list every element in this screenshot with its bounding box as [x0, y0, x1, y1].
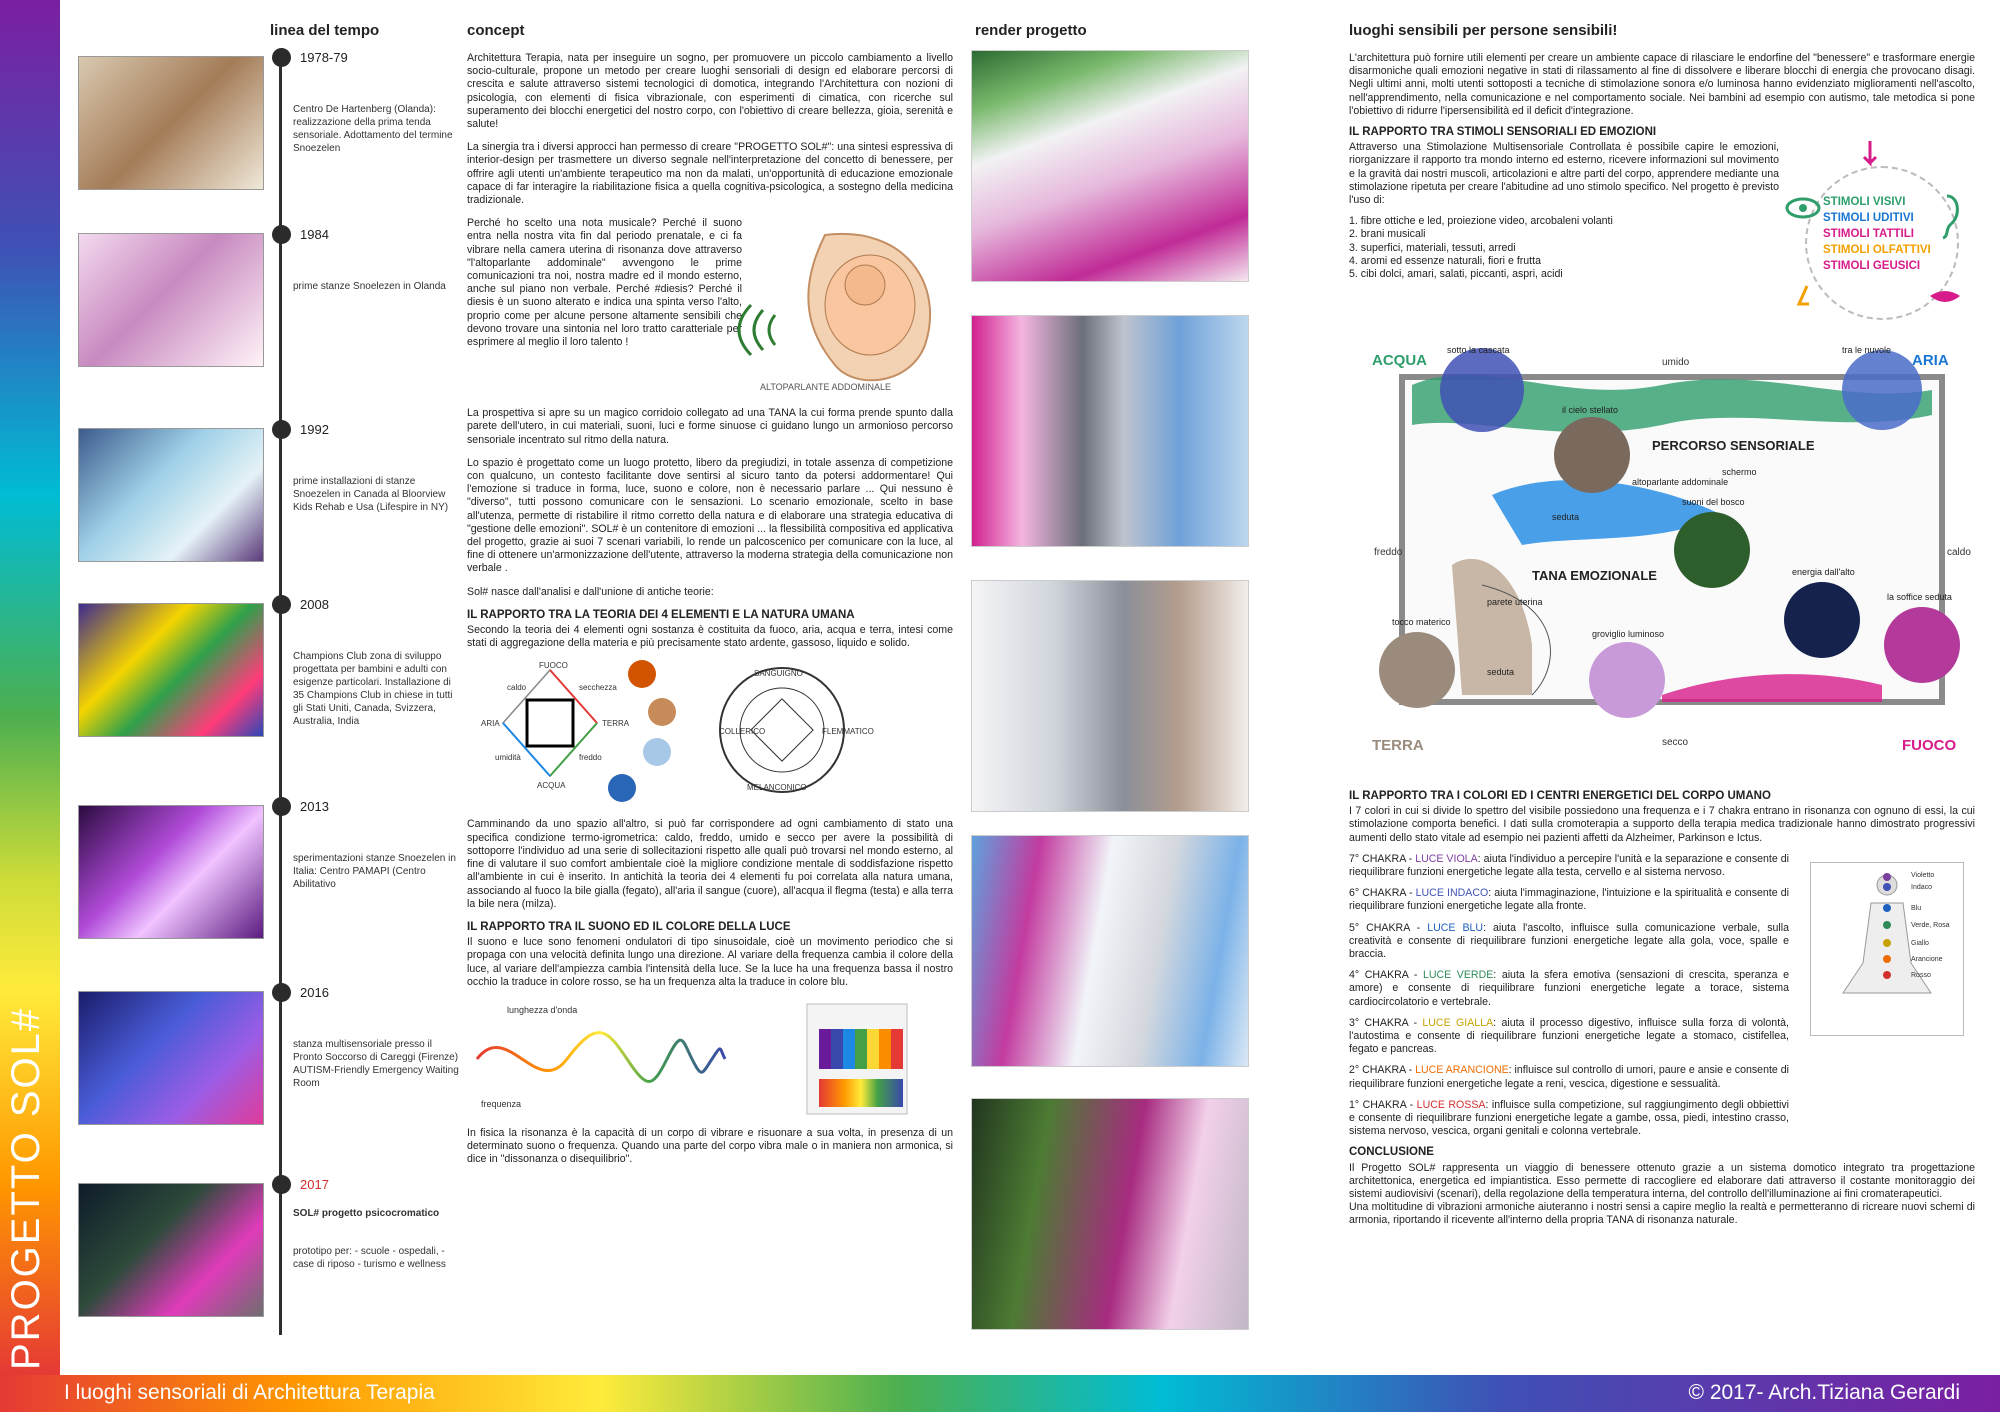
- timeline-text: stanza multisensoriale presso il Pronto Soccorso di Careggi (Firenze) AUTISM-Friendly Emergency Waiting Room: [293, 1039, 459, 1089]
- timeline-photo: [78, 56, 264, 190]
- timeline-year: 1984: [300, 227, 329, 242]
- seduta-circle: [1884, 607, 1960, 683]
- timeline-year: 2016: [300, 985, 329, 1000]
- chakra-label-violetto: Violetto: [1911, 872, 1935, 879]
- chakra-label-verde: Verde, Rosa: [1911, 922, 1950, 929]
- uterus-illustration: [755, 225, 950, 395]
- label-altoparlante: altoparlante addominale: [1632, 477, 1729, 487]
- heading-chakra: IL RAPPORTO TRA I COLORI ED I CENTRI ENERGETICI DEL CORPO UMANO: [1349, 790, 1771, 802]
- timeline-line: [279, 55, 282, 1335]
- el-aria: ARIA: [481, 719, 500, 729]
- chakra-item: [1349, 1017, 1789, 1057]
- plan-aria: ARIA: [1912, 352, 1949, 369]
- chakra-description: : aiuta l'immaginazione, l'intuizione e la spiritualità e consente di riequilibrare funzioni energetiche legate alla fronte.: [1349, 887, 1789, 913]
- label-tocco: tocco materico: [1392, 617, 1451, 627]
- chakra-label-arancione: Arancione: [1911, 956, 1943, 963]
- stimulus-visivi: STIMOLI VISIVI: [1823, 196, 1906, 208]
- concept-resonance: In fisica la risonanza è la capacità di un corpo di vibrare e risuonare a sua volta, in presenza di un determinato suono o frequenza. Quando una parte del corpo vibra male o in maniera non armonica, si dice in "dissonanza o disequilibrio".: [467, 1126, 953, 1166]
- label-bosco: suoni del bosco: [1682, 497, 1745, 507]
- heading-sound-light: IL RAPPORTO TRA IL SUONO ED IL COLORE DELLA LUCE: [467, 920, 791, 933]
- timeline-photo: [78, 805, 264, 939]
- poster-title: [4, 1310, 49, 1370]
- concept-corridor: La prospettiva si apre su un magico corridoio collegato ad una TANA la cui forma prende spunto dalla parete dell'utero, in cui materiali, suoni, luci e forme sinuose ci guidano lungo un armonioso percorso sensoriale incentrato sul ritmo della natura.: [467, 407, 953, 446]
- stimuli-list-item: 3. superfici, materiali, tessuti, arredi: [1349, 241, 1516, 254]
- el-freddo: freddo: [579, 753, 602, 763]
- chakra-color: LUCE GIALLA: [1422, 1016, 1494, 1029]
- chakra-description: : influisce sulla competizione, sul raggiungimento degli obbiettivi e consente di riequilibrare funzioni energetiche legate a gambe, ossa, piedi, intestino crasso, sistema nervoso, vescica, organi genitali e colonna vertebrale.: [1349, 1098, 1789, 1138]
- chakra-intro: I 7 colori in cui si divide lo spettro del visibile possiedono una frequenza e i 7 chakra entrano in risonanza con ognuno di essi, la cui stimolazione comporta benefici. I dati sulla cromoterapia a supporto della terapia medica tradizionale hanno dimostrato progressivi aumenti dello stato vitale ad esempio nei pazienti affetti da Alzheimer, Parkinson e Ictus.: [1349, 805, 1975, 844]
- wheel-collerico: COLLERICO: [719, 727, 766, 737]
- timeline-year: 2017: [300, 1177, 329, 1192]
- timeline-photo: [78, 428, 264, 562]
- plan-percorso: PERCORSO SENSORIALE: [1652, 438, 1815, 453]
- concept-theories: Sol# nasce dall'analisi e dall'unione di antiche teorie:: [467, 585, 714, 598]
- stimuli-text: Attraverso una Stimolazione Multisensoriale Controllata è possibile capire le emozioni, riorganizzare il rapporto tra mondo interno ed esterno, ricevere informazioni sul movimento e la gravità dai nostri muscoli, articolazioni e altre parti del corpo, apprendere mediante una stimolazione ripetuta per creare l'abitudine ad uno stimolo specifico. Nel progetto è previsto l'uso di:: [1349, 141, 1779, 207]
- timeline-dot: [272, 983, 291, 1002]
- timeline-text: SOL# progetto psicocromatico: [293, 1208, 440, 1219]
- chakra-color: LUCE ARANCIONE: [1415, 1064, 1509, 1077]
- plan-acqua: ACQUA: [1372, 352, 1427, 369]
- wave-frequency-label: frequenza: [481, 1098, 522, 1109]
- timeline-year: 2008: [300, 597, 329, 612]
- stimulus-uditivi: STIMOLI UDITIVI: [1823, 212, 1914, 224]
- timeline-dot: [272, 595, 291, 614]
- footer-title: I luoghi sensoriali di Architettura Terapia: [64, 1381, 435, 1404]
- plan-umido: umido: [1662, 357, 1690, 368]
- label-seduta-soffice: la soffice seduta: [1887, 592, 1952, 602]
- concept-sol: La sinergia tra i diversi approcci han permesso di creare "PROGETTO SOL#": una sintesi espressiva di interior-design per trasmettere un diverso segnale nell'interpretazione del concetto di benessere, per offrire agli utenti un'ambiente terapeutico ma non da malati, un'opportunità di educazione emozionale capace di far interagire la riabilitazione fisica a quella cognitiva-psicologica, a sostegno della medicina tradizionale.: [467, 141, 953, 207]
- wheel-sanguigno: SANGUIGNO: [754, 669, 803, 679]
- wheel-melanconico: MELANCONICO: [747, 783, 807, 793]
- render-image-1: [971, 50, 1249, 282]
- el-secchezza: secchezza: [579, 683, 617, 693]
- render-image-5: [971, 1098, 1249, 1330]
- chakra-item: [1349, 887, 1789, 913]
- chakra-label-indaco: Indaco: [1911, 884, 1933, 891]
- sensitive-intro: L'architettura può fornire utili elementi per creare un ambiente capace di rilasciare le endorfine del "benessere" e trasformare energie disarmoniche quali emozioni negative in stati di rilassamento al fine di dissolvere e liberare blocchi di energia che provocano disagi. Negli ultimi anni, molti utenti sottoposti a tecniche di stimolazione sonora e/o luminosa hanno evidenziato miglioramenti nell'ascolto, nell'apprendimento, nella comunicazione e nel comportamento sociale. Nei bambini ad esempio con autismo, tale metodica si pone l'obiettivo di ridurre l'ipersensibilità ed il deficit d'integrazione.: [1349, 52, 1975, 117]
- timeline-text: prime installazioni di stanze Snoezelen in Canada al Bloorview Kids Rehab e Usa (Lifespire in NY): [293, 476, 449, 513]
- header-sensitive: luoghi sensibili per persone sensibili!: [1349, 22, 1618, 39]
- chakra-color: LUCE INDACO: [1415, 887, 1489, 900]
- timeline-photo: [78, 233, 264, 367]
- stimulus-tattili: STIMOLI TATTILI: [1823, 228, 1914, 240]
- chakra-color: LUCE ROSSA: [1416, 1098, 1486, 1111]
- timeline-dot: [272, 225, 291, 244]
- sensory-floor-plan: [1362, 345, 1971, 762]
- ear-icon: [1943, 196, 1957, 238]
- header-concept: concept: [467, 22, 525, 39]
- timeline-photo: [78, 991, 264, 1125]
- timeline-dot: [272, 48, 291, 67]
- cielo-circle: [1554, 417, 1630, 493]
- chakra-label-blu: Blu: [1911, 905, 1922, 912]
- chakra-number: 6° CHAKRA -: [1349, 887, 1416, 900]
- plan-tana: TANA EMOZIONALE: [1532, 568, 1657, 583]
- air-icon: [643, 738, 671, 766]
- header-render: render progetto: [975, 22, 1087, 39]
- el-acqua: ACQUA: [537, 781, 566, 791]
- concept-note: Perché ho scelto una nota musicale? Perché il suono entra nella nostra vita fin dal periodo prenatale, e ci fa vibrare nella camera uterina di risonanza dove attraverso "l'altoparlante addominale" avvengono le prime comunicazioni tra noi, nostra madre ed il mondo esterno, anche sul piano non verbale. Perché #diesis? Perché il diesis è un suono alterato e indica una spinta verso l'alto, proprio come per alcune persone altamente sensibili che devono trovare una sintonia nel loro tratto caratteriale per esprimere al meglio il loro talento !: [467, 217, 742, 349]
- groviglio-circle: [1589, 642, 1665, 718]
- tocco-circle: [1379, 632, 1455, 708]
- render-image-4: [971, 835, 1249, 1067]
- chakra-number: 2° CHAKRA -: [1349, 1064, 1416, 1077]
- chakra-description: : aiuta l'ascolto, influisce sulla comunicazione verbale, sulla creatività e consente di riequilibrare funzioni energetiche legate alla gola, voce, spalle e braccia.: [1349, 921, 1789, 961]
- timeline-text: prime stanze Snoelezen in Olanda: [293, 281, 446, 292]
- nose-icon: [1799, 286, 1809, 304]
- label-seduta-1: seduta: [1552, 512, 1580, 522]
- heading-conclusion: CONCLUSIONE: [1349, 1146, 1434, 1159]
- heading-stimuli: IL RAPPORTO TRA STIMOLI SENSORIALI ED EMOZIONI: [1349, 126, 1657, 139]
- stimuli-list-item: 4. aromi ed essenze naturali, fiori e frutta: [1349, 254, 1541, 267]
- chakra-number: 3° CHAKRA -: [1349, 1016, 1423, 1029]
- label-seduta-2: seduta: [1487, 667, 1515, 677]
- timeline-photo: [78, 603, 264, 737]
- chakra-label-rosso: Rosso: [1911, 972, 1931, 979]
- uterus-caption: ALTOPARLANTE ADDOMINALE: [760, 382, 892, 393]
- header-timeline: linea del tempo: [270, 22, 380, 39]
- nuvole-circle: [1842, 350, 1922, 430]
- timeline-text: Champions Club zona di sviluppo progettata per bambini e adulti con esigenze particolari. Installazione di 35 Champions Club in chiese in tutti gli Stati Uniti, Canada, Svizzera, Australia, India: [293, 651, 453, 727]
- elements-diagram: [467, 660, 953, 810]
- chakra-description: : aiuta la sfera emotiva (sensazioni di crescita, speranza e amore) e consente di riequilibrare funzioni energetiche legate a torace, sistema cardiocircolatorio e vertebrale.: [1349, 969, 1790, 1008]
- timeline-photo: [78, 1183, 264, 1317]
- conclusion-p1: Il Progetto SOL# rappresenta un viaggio di benessere ottenuto grazie a un sistema domotico integrato tra progettazione architettonica, energetica ed impiantistica. Esso permette di raccogliere ed elaborare dati attraverso il costante monitoraggio dei sistemi audiovisivi (scenari), della regolazione della temperatura interna, del controllo dell'illuminazione ai fini cromaterapeutici.: [1349, 1161, 1975, 1201]
- label-schermo: schermo: [1722, 467, 1757, 477]
- chakra-color: LUCE BLU: [1427, 921, 1484, 934]
- label-alto: energia dall'alto: [1792, 567, 1855, 577]
- bosco-circle: [1674, 512, 1750, 588]
- timeline-text: sperimentazioni stanze Snoezelen in Italia: Centro PAMAPI (Centro Abilitativo: [293, 853, 456, 890]
- plan-caldo: caldo: [1947, 547, 1971, 558]
- stimuli-list-item: 1. fibre ottiche e led, proiezione video, arcobaleni volanti: [1349, 215, 1613, 228]
- concept-sound: Il suono e luce sono fenomeni ondulatori di tipo sinusoidale, cioè un movimento periodico che si propaga con una velocità definita lungo una direzione. Al variare della frequenza cambia il colore della luce, al variare dell'ampiezza cambia l'intensità della luce. Se la luce ha una frequenza bassa il nostro occhio la traduce in colore rosso, se ha un frequenza alta la traduce in colore blu.: [467, 936, 953, 988]
- prenatal-block: [467, 217, 953, 407]
- stimulus-olfattivi: STIMOLI OLFATTIVI: [1823, 244, 1931, 256]
- stimulus-geusici: STIMOLI GEUSICI: [1823, 260, 1921, 272]
- label-cielo: il cielo stellato: [1562, 405, 1619, 415]
- chakra-color: LUCE VIOLA: [1415, 852, 1478, 865]
- el-umidita: umidità: [495, 753, 521, 763]
- stimuli-list-item: 2. brani musicali: [1349, 228, 1426, 241]
- hand-icon: [1864, 141, 1876, 163]
- plan-fuoco: FUOCO: [1902, 737, 1957, 754]
- chakra-item: [1349, 922, 1789, 962]
- timeline-year: 2013: [300, 799, 329, 814]
- rainbow-footer: [0, 1375, 2000, 1412]
- plan-freddo: freddo: [1374, 547, 1403, 558]
- el-caldo: caldo: [507, 683, 527, 693]
- el-fuoco: FUOCO: [539, 661, 568, 671]
- el-terra: TERRA: [602, 719, 630, 729]
- stimuli-list-item: 5. cibi dolci, amari, salati, piccanti, aspri, acidi: [1349, 268, 1563, 281]
- timeline-year: 1978-79: [300, 50, 348, 65]
- label-parete: parete uterina: [1487, 597, 1543, 607]
- wave-length-label: lunghezza d'onda: [507, 1004, 578, 1015]
- chakra-description: : influisce sul controllo di umori, paure e ansie e consente di riequilibrare funzioni energetiche legate a reni, vescica, digestione e sessualità.: [1349, 1064, 1789, 1090]
- water-icon: [608, 774, 636, 802]
- chakra-figure: [1810, 862, 1964, 1036]
- cascata-circle: [1440, 348, 1524, 432]
- timeline-dot: [272, 1175, 291, 1194]
- chakra-item: [1349, 1064, 1789, 1090]
- stimuli-graphic: [1785, 136, 1970, 341]
- concept-elements: Secondo la teoria dei 4 elementi ogni sostanza è costituita da fuoco, aria, acqua e terra, intesi come stati di aggregazione della materia e più precisamente stato ardente, gassoso, liquido e solido.: [467, 624, 953, 650]
- footer-copyright: © 2017- Arch.Tiziana Gerardi: [1688, 1381, 1960, 1404]
- plan-terra: TERRA: [1372, 737, 1424, 754]
- lips-icon: [1930, 291, 1960, 302]
- chakra-number: 4° CHAKRA -: [1349, 969, 1423, 982]
- chakra-number: 7° CHAKRA -: [1349, 852, 1416, 865]
- conclusion-p2: Una moltitudine di vibrazioni armoniche aiuteranno i nostri sensi a capire meglio la realtà e permetteranno di ricreare nuovi schemi di armonia, riportando il ricevente all'interno della propria TANA di risonanza naturale.: [1349, 1201, 1975, 1227]
- render-image-2: [971, 315, 1249, 547]
- chakra-description: : aiuta l'individuo a percepire l'unità e la separazione e consente di riequilibrare funzioni energetiche legate alla testa, cervello e al sistema nervoso.: [1349, 852, 1789, 879]
- timeline-year: 1992: [300, 422, 329, 437]
- label-groviglio: groviglio luminoso: [1592, 629, 1665, 639]
- chakra-item: [1349, 1099, 1789, 1139]
- timeline-dot: [272, 797, 291, 816]
- fire-icon: [628, 660, 656, 688]
- timeline-subtext: prototipo per: - scuole - ospedali, - case di riposo - turismo e wellness: [293, 1246, 446, 1270]
- chakra-item: [1349, 969, 1789, 1009]
- label-cascata: sotto la cascata: [1447, 345, 1510, 355]
- heading-elements: IL RAPPORTO TRA LA TEORIA DEI 4 ELEMENTI E LA NATURA UMANA: [467, 608, 855, 621]
- wheel-flemmatico: FLEMMATICO: [822, 727, 874, 737]
- timeline-dot: [272, 420, 291, 439]
- timeline-text: Centro De Hartenberg (Olanda): realizzazione della prima tenda sensoriale. Adottamento del termine Snoezelen: [293, 104, 453, 154]
- chakra-list: [1349, 853, 1789, 1139]
- concept-column: [467, 52, 953, 1177]
- alto-circle: [1784, 582, 1860, 658]
- chakra-number: 1° CHAKRA -: [1349, 1098, 1417, 1111]
- label-nuvole: tra le nuvole: [1842, 345, 1892, 355]
- chakra-description: : aiuta il processo digestivo, influisce sulla forza di volontà, l'autostima e consente di riequilibrare funzioni energetiche legate a stomaco, cistifellea, fegato e pancreas.: [1349, 1016, 1789, 1056]
- plan-secco: secco: [1662, 737, 1689, 748]
- wave-diagram: [467, 999, 953, 1119]
- chakra-color: LUCE VERDE: [1422, 969, 1494, 982]
- chakra-number: 5° CHAKRA -: [1349, 921, 1428, 934]
- stimuli-list: [1349, 215, 1779, 281]
- concept-intro: Architettura Terapia, nata per inseguire un sogno, per promuovere un piccolo cambiamento a livello socio-culturale, propone un metodo per creare luoghi sensoriali di design ed elaborare percorsi di crescita e salute attraverso sistemi tecnologici di domotica, integrando l'Architettura con nozioni di psicologia, con elementi di fisica vibrazionale, con esperimenti di cimatica, con ricerche sul superamento dei blocchi energetici del nostro corpo, con l'obiettivo di creare bellezza, gioia, serenità e salute!: [467, 52, 953, 131]
- chakra-label-giallo: Giallo: [1911, 940, 1929, 947]
- render-image-3: [971, 580, 1249, 812]
- concept-space: Lo spazio è progettato come un luogo protetto, libero da pregiudizi, in totale assenza di competizione con qualcuno, un contesto facilitante dove sentirsi al sicuro tanto da potersi addormentare! Qui l'emozione si traduce in forma, luce, suono e colore, non è necessario parlare ... Qui nessuno è "diverso", tutti possono comunicare con le sensazioni. Lo scenario emozionale, scelto in base all'utenza, permette di ristabilire il ritmo corretto della natura e di elaborare una strategia educativa di "gestione delle emozioni". SOL# è un contenitore di emozioni ... la flessibilità compositiva ed applicativa del progetto, grazie ai suoi 7 scenari variabili, lo rende un palcoscenico per comunicare con la luce, al fine di ottenere un'armonizzazione dell'utente, attraverso la moderna strategia della comunicazione non verbale .: [467, 456, 953, 575]
- concept-climate: Camminando da uno spazio all'altro, si può far corrispondere ad ogni cambiamento di stato una specifica condizione termo-igrometrica: caldo, freddo, umido e secco per avere la possibilità di sottoporre l'individuo ad una serie di sollecitazioni rispetto alle quali può trovarsi nel mondo esterno, al fine di valutare il suo comfort ambientale cioè la migliore condizione mentale di soddisfazione rispetto all'ambiente in cui è inserito. In antichità la teoria dei 4 elementi fu poi correlata alla natura umana, associando al fuoco la bile gialla (fegato), all'aria il sangue (cuore), all'acqua il flegma (testa) e alla terra la bile nera (milza).: [467, 818, 953, 910]
- chakra-item: [1349, 853, 1789, 879]
- desert-icon: [648, 698, 676, 726]
